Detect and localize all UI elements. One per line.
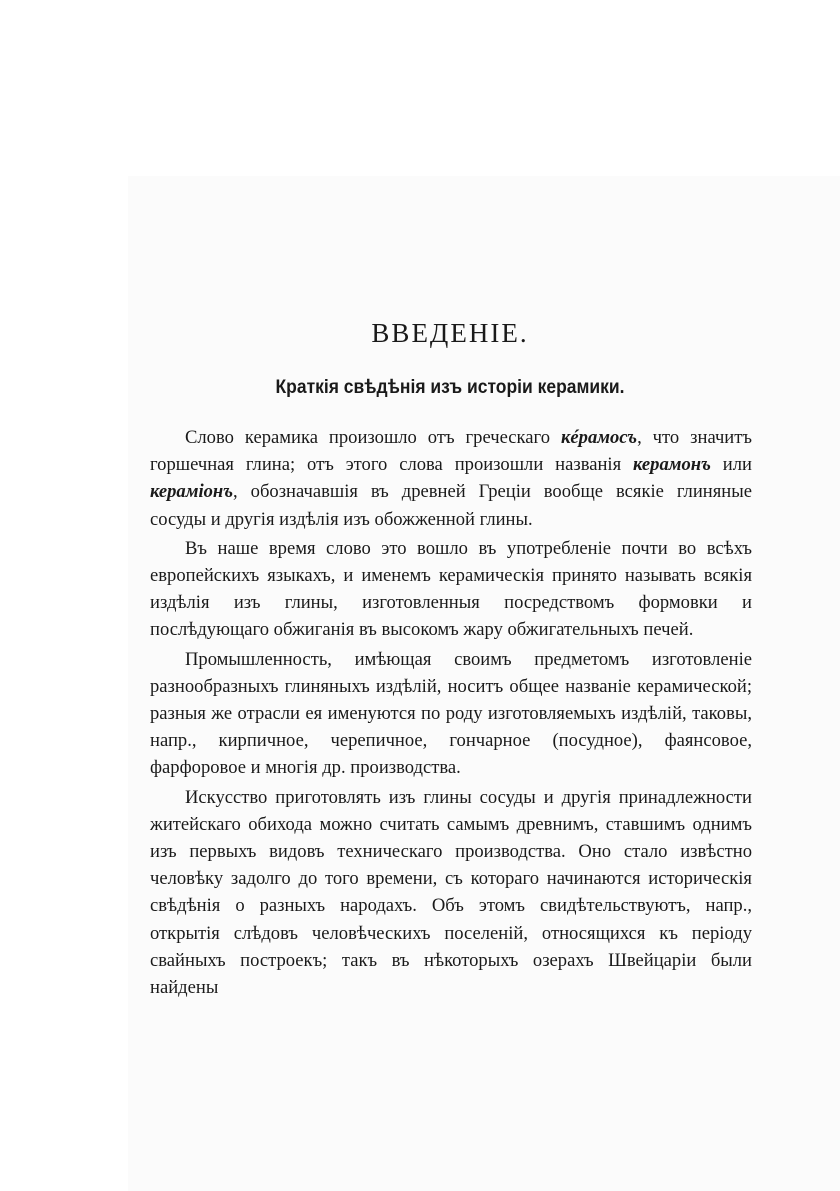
emphasized-term: кéрамосъ <box>560 427 638 448</box>
chapter-title: ВВЕДЕНІЕ. <box>371 318 529 348</box>
paragraph-text: или <box>710 454 752 476</box>
paragraph-text: Искусство приготовлять изъ глины сосуды и другія принадлежности житейскаго обихода можно считать самымъ древнимъ, ставшимъ однимъ изъ первыхъ видовъ техническаго производства. Оно стало извѣстно человѣку задолго до того времени, съ котораго начинаются историческія свѣдѣнія о разныхъ народахъ. Объ этомъ свидѣтельствуютъ, напр., открытія слѣдовъ человѣческихъ поселеній, относящихся къ періоду свайныхъ построекъ; такъ въ нѣкоторыхъ озерахъ Швейцаріи были найдены <box>150 786 752 999</box>
body-text <box>150 424 752 1003</box>
paragraph <box>150 784 752 1002</box>
paragraph-text: , обозначавшія въ древней Греціи вообще всякіе глиняные сосуды и другія издѣлія изъ обожженной глины. <box>150 481 752 530</box>
emphasized-term: керамiонъ <box>150 481 234 503</box>
paragraph <box>150 424 752 533</box>
paragraph-text: Въ наше время слово это вошло въ употребленіе почти во всѣхъ европейскихъ языкахъ, и именемъ керамическія принято называть всякія издѣлія изъ глины, изготовленныя посредствомъ формовки и послѣдующаго обжиганія въ высокомъ жару обжигательныхъ печей. <box>150 537 752 641</box>
paragraph-text: , что значитъ горшечная глина; отъ этого слова произошли названія <box>150 427 752 476</box>
chapter-subtitle: Краткія свѣдѣнія изъ исторіи керамики. <box>275 377 625 398</box>
paragraph <box>150 535 752 644</box>
paragraph-text: Слово керамика произошло отъ греческаго <box>185 427 561 448</box>
paragraph <box>150 646 752 782</box>
emphasized-term: керамонъ <box>633 454 711 476</box>
paragraph-text: Промышленность, имѣющая своимъ предметомъ изготовленіе разнообразныхъ глиняныхъ издѣлій, носитъ общее названіе керамической; разныя же отрасли ея именуются по роду изготовляемыхъ издѣлій, таковы, напр., кирпичное, черепичное, гончарное (посудное), фаянсовое, фарфоровое и многія др. производства. <box>150 648 752 779</box>
